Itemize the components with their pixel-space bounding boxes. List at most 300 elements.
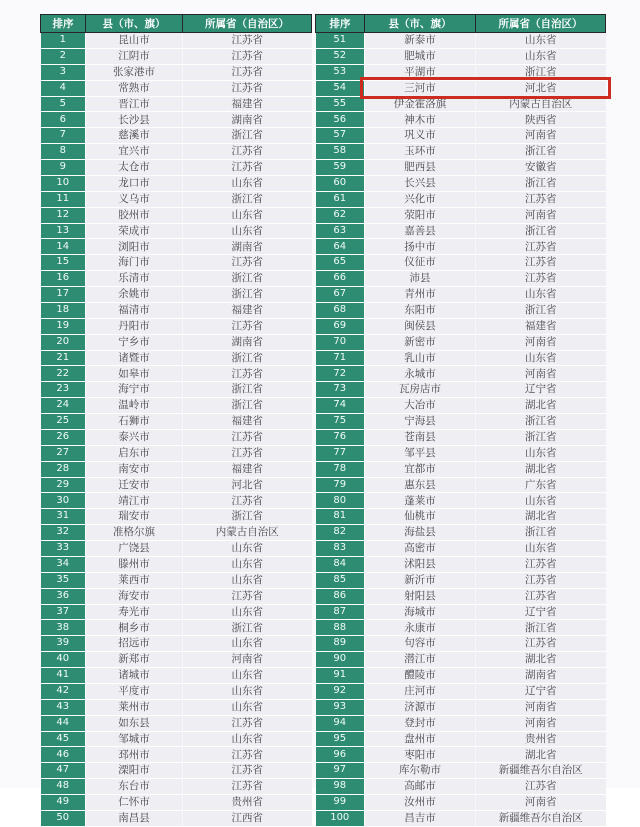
table-row [316,414,606,430]
rank-cell: 39 [41,636,86,652]
rank-cell: 95 [316,731,365,747]
province-cell: 陕西省 [476,112,606,128]
province-cell: 江苏省 [183,715,312,731]
table-row [41,128,312,144]
right-table [315,14,606,827]
rank-cell: 41 [41,668,86,684]
table-row [41,556,312,572]
table-row [41,795,312,811]
table-row [316,620,606,636]
county-cell: 龙口市 [86,175,183,191]
county-cell: 昆山市 [86,33,183,49]
rank-cell: 29 [41,477,86,493]
county-cell: 海宁市 [86,382,183,398]
province-cell: 新疆维吾尔自治区 [476,810,606,826]
rank-cell: 19 [41,318,86,334]
province-cell: 福建省 [476,318,606,334]
table-row [316,445,606,461]
rank-cell: 44 [41,715,86,731]
county-cell: 邳州市 [86,747,183,763]
rank-cell: 7 [41,128,86,144]
rank-cell: 24 [41,398,86,414]
county-cell: 慈溪市 [86,128,183,144]
table-row [41,810,312,826]
rank-cell: 49 [41,795,86,811]
rank-cell: 46 [41,747,86,763]
table-row [41,223,312,239]
rank-cell: 51 [316,33,365,49]
rank-cell: 56 [316,112,365,128]
province-cell: 江苏省 [183,48,312,64]
table-row [316,302,606,318]
county-cell: 迁安市 [86,477,183,493]
province-cell: 江苏省 [476,239,606,255]
province-cell: 江苏省 [183,318,312,334]
rank-cell: 63 [316,223,365,239]
county-cell: 永城市 [365,366,476,382]
table-row [316,128,606,144]
province-cell: 内蒙古自治区 [183,525,312,541]
county-cell: 邹城市 [86,731,183,747]
table-row [41,699,312,715]
county-cell: 高邮市 [365,779,476,795]
table-row [41,160,312,176]
table-row [316,334,606,350]
county-cell: 福清市 [86,302,183,318]
province-cell: 江苏省 [183,779,312,795]
rank-cell: 33 [41,541,86,557]
rank-cell: 94 [316,715,365,731]
province-cell: 浙江省 [183,398,312,414]
table-row [316,668,606,684]
rank-cell: 27 [41,445,86,461]
rank-cell: 37 [41,604,86,620]
county-cell: 神木市 [365,112,476,128]
province-cell: 江苏省 [183,80,312,96]
rank-cell: 66 [316,271,365,287]
table-row [316,429,606,445]
county-cell: 嘉善县 [365,223,476,239]
county-cell: 惠东县 [365,477,476,493]
rank-cell: 16 [41,271,86,287]
table-row [316,48,606,64]
rank-cell: 93 [316,699,365,715]
county-cell: 浏阳市 [86,239,183,255]
county-cell: 南昌县 [86,810,183,826]
table-row [41,382,312,398]
table-row [41,731,312,747]
rank-cell: 57 [316,128,365,144]
table-row [316,382,606,398]
rank-cell: 64 [316,239,365,255]
province-cell: 河南省 [476,795,606,811]
table-row [316,525,606,541]
county-cell: 东台市 [86,779,183,795]
province-cell: 浙江省 [476,144,606,160]
county-cell: 荥阳市 [365,207,476,223]
table-row [41,271,312,287]
province-cell: 浙江省 [183,128,312,144]
table-row [41,668,312,684]
county-header: 县（市、旗） [365,15,476,33]
table-row [41,604,312,620]
table-row [316,636,606,652]
table-row [41,96,312,112]
rank-cell: 2 [41,48,86,64]
table-row [41,715,312,731]
tables-container [40,14,606,827]
province-cell: 江苏省 [476,255,606,271]
rank-cell: 38 [41,620,86,636]
county-cell: 伊金霍洛旗 [365,96,476,112]
province-cell: 山东省 [183,175,312,191]
rank-cell: 43 [41,699,86,715]
rank-cell: 84 [316,556,365,572]
county-cell: 如皋市 [86,366,183,382]
county-cell: 兴化市 [365,191,476,207]
table-row [316,556,606,572]
table-row [316,715,606,731]
rank-cell: 85 [316,572,365,588]
province-cell: 山东省 [183,556,312,572]
county-cell: 江阴市 [86,48,183,64]
province-cell: 山东省 [183,207,312,223]
province-cell: 山东省 [183,731,312,747]
county-cell: 乳山市 [365,350,476,366]
rank-cell: 67 [316,287,365,303]
rank-cell: 70 [316,334,365,350]
county-cell: 汝州市 [365,795,476,811]
province-cell: 湖南省 [183,112,312,128]
rank-cell: 48 [41,779,86,795]
province-cell: 山东省 [476,350,606,366]
province-cell: 湖南省 [476,668,606,684]
rank-cell: 86 [316,588,365,604]
right-header-row [316,15,606,33]
province-cell: 山东省 [476,493,606,509]
rank-cell: 5 [41,96,86,112]
province-cell: 江苏省 [183,64,312,80]
table-row [316,112,606,128]
province-cell: 河南省 [476,699,606,715]
province-cell: 湖北省 [476,461,606,477]
table-row [316,699,606,715]
county-cell: 海门市 [86,255,183,271]
province-cell: 福建省 [183,96,312,112]
county-cell: 新沂市 [365,572,476,588]
province-cell: 湖北省 [476,652,606,668]
table-row [316,160,606,176]
province-cell: 河南省 [476,128,606,144]
table-row [41,763,312,779]
county-cell: 三河市 [365,80,476,96]
table-row [41,636,312,652]
table-row [316,572,606,588]
rank-cell: 76 [316,429,365,445]
province-cell: 浙江省 [476,414,606,430]
county-cell: 扬中市 [365,239,476,255]
left-table [40,14,312,827]
county-cell: 桐乡市 [86,620,183,636]
table-row [41,207,312,223]
province-cell: 江苏省 [183,763,312,779]
province-cell: 辽宁省 [476,382,606,398]
county-cell: 肥西县 [365,160,476,176]
province-cell: 福建省 [183,414,312,430]
table-row [316,80,606,96]
table-row [41,334,312,350]
county-cell: 余姚市 [86,287,183,303]
province-cell: 浙江省 [476,64,606,80]
rank-cell: 82 [316,525,365,541]
table-row [41,64,312,80]
county-cell: 沛县 [365,271,476,287]
province-cell: 福建省 [183,302,312,318]
rank-cell: 53 [316,64,365,80]
province-cell: 江苏省 [183,493,312,509]
province-cell: 江苏省 [183,747,312,763]
county-cell: 长沙县 [86,112,183,128]
county-cell: 句容市 [365,636,476,652]
rank-cell: 74 [316,398,365,414]
province-cell: 浙江省 [183,287,312,303]
county-cell: 新郑市 [86,652,183,668]
rank-cell: 9 [41,160,86,176]
county-cell: 潜江市 [365,652,476,668]
county-cell: 沭阳县 [365,556,476,572]
county-cell: 仪征市 [365,255,476,271]
table-row [316,271,606,287]
county-cell: 蓬莱市 [365,493,476,509]
province-cell: 广东省 [476,477,606,493]
table-row [41,414,312,430]
rank-cell: 1 [41,33,86,49]
county-cell: 库尔勒市 [365,763,476,779]
rank-cell: 79 [316,477,365,493]
province-cell: 江苏省 [183,33,312,49]
province-cell: 浙江省 [183,350,312,366]
rank-cell: 89 [316,636,365,652]
rank-cell: 31 [41,509,86,525]
province-cell: 浙江省 [183,382,312,398]
county-cell: 莱州市 [86,699,183,715]
table-row [41,80,312,96]
rank-cell: 60 [316,175,365,191]
rank-cell: 97 [316,763,365,779]
province-cell: 河南省 [476,334,606,350]
province-cell: 河南省 [476,715,606,731]
rank-cell: 87 [316,604,365,620]
rank-cell: 91 [316,668,365,684]
rank-cell: 75 [316,414,365,430]
county-cell: 荣成市 [86,223,183,239]
county-cell: 苍南县 [365,429,476,445]
county-cell: 丹阳市 [86,318,183,334]
table-row [316,779,606,795]
rank-cell: 77 [316,445,365,461]
province-cell: 山东省 [476,541,606,557]
county-cell: 张家港市 [86,64,183,80]
rank-cell: 98 [316,779,365,795]
rank-cell: 59 [316,160,365,176]
rank-cell: 47 [41,763,86,779]
province-cell: 贵州省 [476,731,606,747]
table-row [41,398,312,414]
rank-cell: 20 [41,334,86,350]
county-cell: 平湖市 [365,64,476,80]
county-cell: 庄河市 [365,683,476,699]
province-cell: 山东省 [476,445,606,461]
county-cell: 瓦房店市 [365,382,476,398]
table-row [41,652,312,668]
rank-cell: 55 [316,96,365,112]
province-cell: 浙江省 [183,271,312,287]
county-cell: 永康市 [365,620,476,636]
rank-cell: 50 [41,810,86,826]
rank-header: 排序 [41,15,86,33]
table-row [316,541,606,557]
rank-cell: 25 [41,414,86,430]
county-cell: 靖江市 [86,493,183,509]
province-cell: 江苏省 [183,144,312,160]
county-cell: 仙桃市 [365,509,476,525]
rank-cell: 61 [316,191,365,207]
province-cell: 江苏省 [476,588,606,604]
rank-cell: 73 [316,382,365,398]
province-cell: 湖北省 [476,509,606,525]
province-cell: 山东省 [476,48,606,64]
rank-cell: 68 [316,302,365,318]
county-cell: 新泰市 [365,33,476,49]
table-row [41,525,312,541]
rank-cell: 26 [41,429,86,445]
table-row [316,175,606,191]
province-cell: 江苏省 [476,271,606,287]
province-cell: 新疆维吾尔自治区 [476,763,606,779]
province-cell: 浙江省 [476,525,606,541]
province-cell: 山东省 [183,541,312,557]
province-cell: 河南省 [476,366,606,382]
table-row [41,683,312,699]
rank-cell: 8 [41,144,86,160]
province-cell: 河南省 [476,207,606,223]
table-row [316,588,606,604]
table-row [41,191,312,207]
county-cell: 滕州市 [86,556,183,572]
rank-cell: 12 [41,207,86,223]
county-cell: 高密市 [365,541,476,557]
county-cell: 邹平县 [365,445,476,461]
county-cell: 泰兴市 [86,429,183,445]
table-row [41,541,312,557]
province-cell: 浙江省 [183,191,312,207]
county-cell: 仁怀市 [86,795,183,811]
county-cell: 大冶市 [365,398,476,414]
rank-cell: 42 [41,683,86,699]
county-cell: 海城市 [365,604,476,620]
county-cell: 启东市 [86,445,183,461]
province-cell: 山东省 [183,604,312,620]
county-cell: 石狮市 [86,414,183,430]
rank-cell: 14 [41,239,86,255]
province-cell: 浙江省 [476,302,606,318]
table-row [316,239,606,255]
rank-cell: 78 [316,461,365,477]
province-cell: 江苏省 [183,366,312,382]
county-cell: 枣阳市 [365,747,476,763]
county-cell: 玉环市 [365,144,476,160]
county-cell: 济源市 [365,699,476,715]
province-cell: 浙江省 [476,223,606,239]
province-cell: 浙江省 [476,620,606,636]
table-row [41,318,312,334]
rank-cell: 100 [316,810,365,826]
rank-cell: 65 [316,255,365,271]
left-header-row [41,15,312,33]
table-row [316,33,606,49]
province-cell: 江苏省 [183,445,312,461]
table-row [41,493,312,509]
province-cell: 山东省 [476,33,606,49]
rank-cell: 3 [41,64,86,80]
rank-cell: 88 [316,620,365,636]
rank-cell: 92 [316,683,365,699]
county-cell: 登封市 [365,715,476,731]
province-cell: 浙江省 [183,509,312,525]
table-row [316,509,606,525]
rank-header: 排序 [316,15,365,33]
province-cell: 山东省 [183,572,312,588]
rank-cell: 15 [41,255,86,271]
table-row [41,112,312,128]
province-cell: 河南省 [183,652,312,668]
province-cell: 湖南省 [183,239,312,255]
province-cell: 浙江省 [476,429,606,445]
rank-cell: 99 [316,795,365,811]
table-row [316,795,606,811]
county-cell: 乐清市 [86,271,183,287]
table-row [316,366,606,382]
table-row [41,287,312,303]
rank-cell: 69 [316,318,365,334]
county-cell: 诸暨市 [86,350,183,366]
county-cell: 长兴县 [365,175,476,191]
province-cell: 山东省 [476,287,606,303]
rank-cell: 40 [41,652,86,668]
province-cell: 辽宁省 [476,604,606,620]
county-cell: 青州市 [365,287,476,303]
table-row [41,429,312,445]
province-cell: 河北省 [183,477,312,493]
table-row [316,493,606,509]
table-row [41,255,312,271]
rank-cell: 54 [316,80,365,96]
province-cell: 江苏省 [476,556,606,572]
province-cell: 浙江省 [183,620,312,636]
county-cell: 盘州市 [365,731,476,747]
county-cell: 昌吉市 [365,810,476,826]
table-row [316,64,606,80]
province-cell: 山东省 [183,668,312,684]
county-cell: 瑞安市 [86,509,183,525]
rank-cell: 18 [41,302,86,318]
province-cell: 江苏省 [476,572,606,588]
county-cell: 宁海县 [365,414,476,430]
province-cell: 江苏省 [183,255,312,271]
table-row [41,366,312,382]
table-row [41,509,312,525]
county-cell: 醴陵市 [365,668,476,684]
